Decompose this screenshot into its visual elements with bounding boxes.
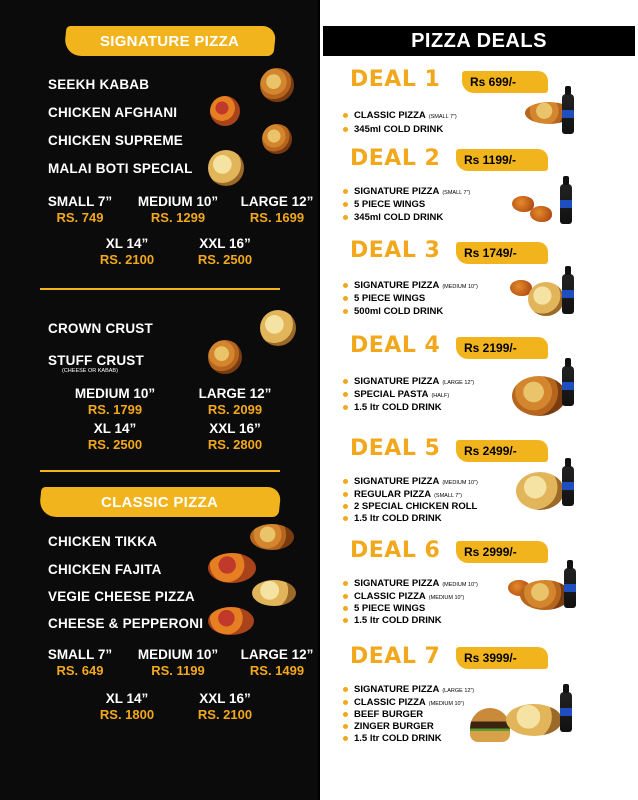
- deal-item-note: (MEDIUM 10”): [428, 595, 465, 601]
- deal-item-text: 1.5 ltr COLD DRINK: [354, 402, 442, 413]
- bullet-icon: [343, 516, 348, 521]
- deal-item-note: (HALF): [431, 393, 450, 399]
- bullet-icon: [343, 202, 348, 207]
- deal-item-text: 345ml COLD DRINK: [354, 124, 444, 135]
- deal-item-text: CLASSIC PIZZA: [354, 697, 426, 708]
- deal-price: Rs 1199/-: [456, 149, 548, 171]
- deal-item: [343, 513, 442, 524]
- size-label: MEDIUM 10”: [74, 386, 156, 401]
- deal-name: DEAL 5: [350, 436, 441, 461]
- deal-price: Rs 2499/-: [456, 440, 548, 462]
- deal-item: [343, 376, 474, 387]
- deal-name: DEAL 2: [350, 146, 441, 171]
- menu-item: SEEKH KABAB: [48, 77, 150, 92]
- size-price: RS. 2500: [197, 252, 253, 267]
- deal-item-text: 2 SPECIAL CHICKEN ROLL: [354, 501, 478, 512]
- deal-item: [343, 199, 425, 210]
- bullet-icon: [343, 712, 348, 717]
- bullet-icon: [343, 189, 348, 194]
- drink-bottle-icon: [562, 466, 574, 506]
- pizza-image: [208, 150, 244, 186]
- pizza-image: [516, 472, 564, 510]
- deal-item: [343, 186, 470, 197]
- deal-item: [343, 615, 442, 626]
- bullet-icon: [343, 687, 348, 692]
- classic-pizza-heading: [38, 487, 281, 517]
- pizza-deals-heading: PIZZA DEALS: [323, 26, 635, 56]
- stuff-crust-note: (CHEESE OR KABAB): [62, 368, 118, 374]
- pizza-image: [260, 310, 296, 346]
- bullet-icon: [343, 618, 348, 623]
- deal-item: [343, 306, 443, 317]
- deal-item-text: SIGNATURE PIZZA: [354, 578, 440, 589]
- deal-item-text: 5 PIECE WINGS: [354, 603, 426, 614]
- pizza-image: [260, 68, 294, 102]
- size-label: XL 14”: [105, 236, 149, 251]
- deal-item-text: BEEF BURGER: [354, 709, 424, 720]
- deal-item-text: 345ml COLD DRINK: [354, 212, 444, 223]
- crown-crust-label: CROWN CRUST: [48, 321, 153, 336]
- deal-price: Rs 699/-: [462, 71, 548, 93]
- deal-item-text: SIGNATURE PIZZA: [354, 376, 440, 387]
- deal-price: Rs 3999/-: [456, 647, 548, 669]
- bullet-icon: [343, 405, 348, 410]
- deal-item: [343, 501, 477, 512]
- deal-item-text: REGULAR PIZZA: [354, 489, 432, 500]
- deal-name: DEAL 4: [350, 333, 441, 358]
- size-label: XXL 16”: [209, 421, 261, 436]
- section-divider: [40, 470, 280, 472]
- bullet-icon: [343, 736, 348, 741]
- menu-item: CHICKEN SUPREME: [48, 133, 184, 148]
- signature-pizza-heading: [63, 26, 276, 56]
- deal-price: Rs 2199/-: [456, 337, 548, 359]
- deal-item-note: (MEDIUM 10”): [442, 480, 478, 486]
- deal-name: DEAL 3: [350, 238, 441, 263]
- pizza-image: [208, 553, 256, 583]
- size-price: RS. 2800: [207, 437, 263, 452]
- drink-bottle-icon: [562, 94, 574, 134]
- size-label: MEDIUM 10”: [137, 194, 219, 209]
- menu-item: CHICKEN AFGHANI: [48, 105, 178, 120]
- deal-item-note: (LARGE 12”): [442, 380, 475, 386]
- deal-item-text: 1.5 ltr COLD DRINK: [354, 615, 442, 626]
- pizza-image: [208, 340, 242, 374]
- deal-item-text: 1.5 ltr COLD DRINK: [354, 513, 442, 524]
- size-price: RS. 1800: [99, 707, 155, 722]
- deal-item-text: CLASSIC PIZZA: [354, 591, 426, 602]
- size-label: XXL 16”: [199, 236, 251, 251]
- size-price: RS. 2100: [99, 252, 155, 267]
- deal-name: DEAL 6: [350, 538, 441, 563]
- deal-item-text: 1.5 ltr COLD DRINK: [354, 733, 442, 744]
- bullet-icon: [343, 309, 348, 314]
- size-label: XXL 16”: [199, 691, 251, 706]
- signature-pizza-heading-text: SIGNATURE PIZZA: [100, 32, 240, 50]
- size-label: SMALL 7”: [47, 647, 113, 662]
- pizza-image: [506, 704, 562, 736]
- deal-item: [343, 733, 442, 744]
- bullet-icon: [343, 492, 348, 497]
- pizza-image: [250, 524, 294, 550]
- deal-item-note: (MEDIUM 10”): [428, 701, 465, 707]
- bullet-icon: [343, 504, 348, 509]
- deal-item-note: (SMALL 7”): [434, 493, 462, 499]
- deal-item-note: (MEDIUM 10”): [442, 582, 478, 588]
- left-menu-panel: [0, 0, 318, 800]
- deal-item: [343, 124, 443, 135]
- deal-item-text: SIGNATURE PIZZA: [354, 684, 440, 695]
- bullet-icon: [343, 283, 348, 288]
- bullet-icon: [343, 724, 348, 729]
- menu-item: CHEESE & PEPPERONI: [48, 616, 204, 631]
- size-label: MEDIUM 10”: [137, 647, 219, 662]
- bullet-icon: [343, 700, 348, 705]
- deal-item-text: SPECIAL PASTA: [354, 389, 429, 400]
- size-label: XL 14”: [105, 691, 149, 706]
- size-label: XL 14”: [93, 421, 137, 436]
- bullet-icon: [343, 594, 348, 599]
- size-price: RS. 1299: [150, 210, 206, 225]
- deal-price: Rs 1749/-: [456, 242, 548, 264]
- pizza-image: [210, 96, 240, 126]
- chicken-wing-image: [530, 206, 552, 222]
- drink-bottle-icon: [562, 274, 574, 314]
- bullet-icon: [343, 392, 348, 397]
- pizza-image: [528, 282, 564, 316]
- size-price: RS. 2100: [197, 707, 253, 722]
- bullet-icon: [343, 127, 348, 132]
- deal-item: [343, 603, 425, 614]
- deal-item: [343, 110, 457, 121]
- menu-item: VEGIE CHEESE PIZZA: [48, 589, 195, 604]
- deal-item: [343, 709, 423, 720]
- bullet-icon: [343, 113, 348, 118]
- pizza-image: [208, 607, 254, 635]
- size-label: LARGE 12”: [198, 386, 272, 401]
- section-divider: [40, 288, 280, 290]
- pizza-image: [262, 124, 292, 154]
- deal-item-text: 500ml COLD DRINK: [354, 306, 444, 317]
- deal-item: [343, 293, 425, 304]
- deal-item: [343, 402, 442, 413]
- size-label: LARGE 12”: [240, 647, 314, 662]
- deal-item: [343, 280, 478, 291]
- deal-item-note: (LARGE 12”): [442, 688, 475, 694]
- deal-item: [343, 212, 443, 223]
- deal-item-text: 5 PIECE WINGS: [354, 293, 426, 304]
- deal-item-text: SIGNATURE PIZZA: [354, 476, 440, 487]
- size-price: RS. 1199: [151, 663, 205, 678]
- pizza-image: [512, 376, 566, 416]
- deal-item: [343, 591, 464, 602]
- deal-item: [343, 476, 478, 487]
- bullet-icon: [343, 606, 348, 611]
- deal-item-text: 5 PIECE WINGS: [354, 199, 426, 210]
- deal-item: [343, 389, 449, 400]
- bullet-icon: [343, 296, 348, 301]
- size-price: RS. 1499: [249, 663, 305, 678]
- classic-pizza-heading-text: CLASSIC PIZZA: [101, 493, 219, 511]
- drink-bottle-icon: [560, 184, 572, 224]
- size-price: RS. 2500: [87, 437, 143, 452]
- deal-price: Rs 2999/-: [456, 541, 548, 563]
- drink-bottle-icon: [560, 692, 572, 732]
- stuff-crust-label: STUFF CRUST: [48, 353, 144, 368]
- deal-name: DEAL 1: [350, 67, 441, 92]
- deal-item: [343, 578, 478, 589]
- deal-item-text: SIGNATURE PIZZA: [354, 280, 440, 291]
- deal-item: [343, 489, 462, 500]
- bullet-icon: [343, 581, 348, 586]
- menu-item: MALAI BOTI SPECIAL: [48, 161, 193, 176]
- size-price: RS. 2099: [207, 402, 263, 417]
- size-price: RS. 1799: [87, 402, 143, 417]
- deal-item: [343, 684, 474, 695]
- deal-item-text: CLASSIC PIZZA: [354, 110, 426, 121]
- deal-item-note: (SMALL 7”): [428, 114, 457, 120]
- bullet-icon: [343, 379, 348, 384]
- bullet-icon: [343, 215, 348, 220]
- deal-item-note: (SMALL 7”): [442, 190, 471, 196]
- drink-bottle-icon: [564, 568, 576, 608]
- drink-bottle-icon: [562, 366, 574, 406]
- deal-item-text: SIGNATURE PIZZA: [354, 186, 440, 197]
- bullet-icon: [343, 479, 348, 484]
- pizza-image: [252, 580, 296, 606]
- size-label: LARGE 12”: [240, 194, 314, 209]
- burger-image: [470, 708, 510, 742]
- deal-item-text: ZINGER BURGER: [354, 721, 434, 732]
- deal-name: DEAL 7: [350, 644, 441, 669]
- size-label: SMALL 7”: [47, 194, 113, 209]
- size-price: RS. 749: [56, 210, 104, 225]
- menu-item: CHICKEN FAJITA: [48, 562, 162, 577]
- size-price: RS. 649: [56, 663, 104, 678]
- pizza-image: [520, 580, 570, 610]
- deal-item: [343, 697, 464, 708]
- menu-item: CHICKEN TIKKA: [48, 534, 158, 549]
- deal-item: [343, 721, 434, 732]
- size-price: RS. 1699: [249, 210, 305, 225]
- deal-item-note: (MEDIUM 10”): [442, 284, 478, 290]
